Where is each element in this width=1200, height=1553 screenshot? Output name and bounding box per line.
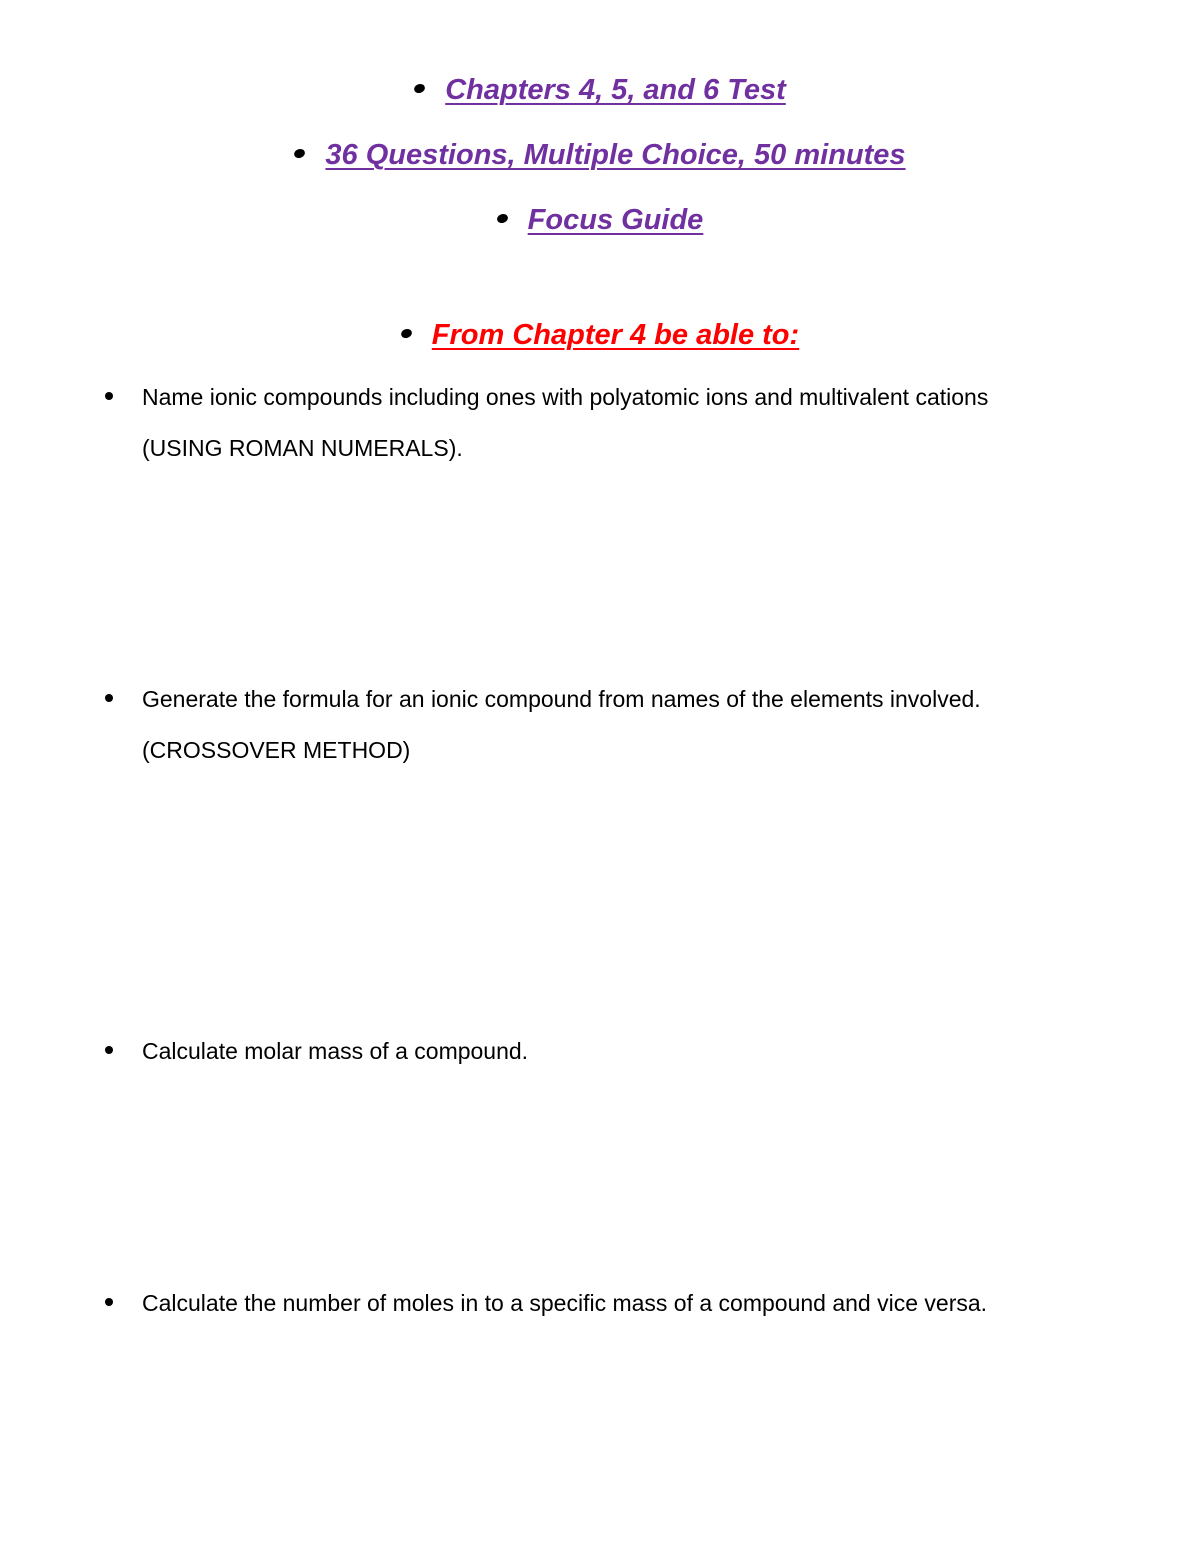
bullet-dot (413, 82, 426, 94)
list-item (105, 674, 1125, 776)
list-item-line: (CROSSOVER METHOD) (142, 737, 411, 763)
bullet-dot (105, 694, 113, 702)
list-item (105, 1026, 1125, 1077)
section-title-text: From Chapter 4 be able to: (431, 319, 800, 351)
heading-focus-guide-text: Focus Guide (527, 204, 704, 236)
list-item-line: Name ionic compounds including ones with polyatomic ions and multivalent cations (142, 384, 989, 410)
list-item (105, 1278, 1125, 1329)
section-title (0, 319, 1200, 352)
bullet-dot (293, 147, 306, 159)
bullet-dot (495, 212, 508, 224)
bullet-dot (105, 1298, 113, 1306)
heading-test-format (0, 139, 1200, 172)
heading-focus-guide (0, 204, 1200, 237)
bullet-dot (105, 1046, 113, 1054)
list-item-line: (USING ROMAN NUMERALS). (142, 435, 463, 461)
list-item-line: Calculate the number of moles in to a specific mass of a compound and vice versa. (142, 1290, 988, 1316)
list-item-line: Calculate molar mass of a compound. (142, 1038, 529, 1064)
bullet-dot (400, 327, 413, 339)
heading-test-format-text: 36 Questions, Multiple Choice, 50 minutes (325, 139, 906, 171)
heading-test-title (0, 74, 1200, 107)
heading-test-title-text: Chapters 4, 5, and 6 Test (445, 74, 786, 106)
list-item-line: Generate the formula for an ionic compound from names of the elements involved. (142, 686, 981, 712)
list-item (105, 372, 1125, 474)
bullet-dot (105, 392, 113, 400)
